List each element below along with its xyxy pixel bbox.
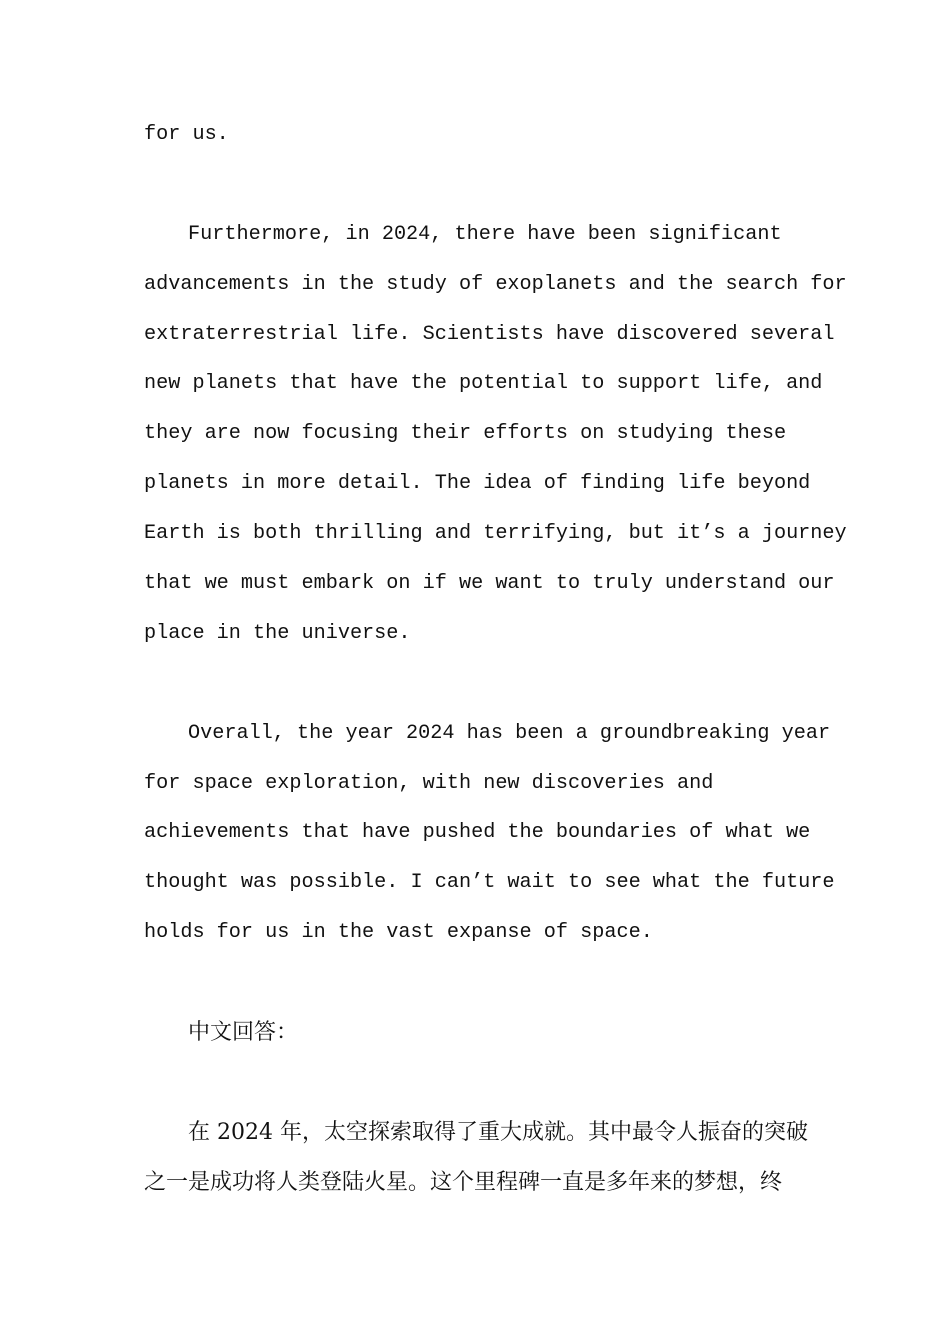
paragraph-line: that we must embark on if we want to truly understand our: [144, 572, 835, 596]
paragraph-line: thought was possible. I can’t wait to see what the future: [144, 871, 835, 895]
paragraph-line: for us.: [144, 123, 229, 146]
paragraph-overall: [144, 709, 835, 958]
paragraph-exoplanets: [144, 210, 847, 659]
paragraph-line: 之一是成功将人类登陆火星。这个里程碑一直是多年来的梦想，终: [144, 1169, 783, 1195]
paragraph-line: Furthermore, in 2024, there have been significant: [188, 222, 782, 246]
paragraph-line: Overall, the year 2024 has been a groundbreaking year: [188, 721, 831, 745]
paragraph-line: they are now focusing their efforts on studying these: [144, 422, 787, 446]
paragraph-line: holds for us in the vast expanse of space.: [144, 921, 653, 945]
paragraph-line: achievements that have pushed the boundaries of what we: [144, 821, 811, 845]
chinese-answer-heading: 中文回答：: [188, 1020, 299, 1046]
paragraph-line: extraterrestrial life. Scientists have discovered several: [144, 322, 835, 346]
paragraph-line: place in the universe.: [144, 621, 411, 645]
paragraph-line: for space exploration, with new discoveries and: [144, 771, 714, 795]
paragraph-line: new planets that have the potential to support life, and: [144, 372, 823, 396]
paragraph-gap: [144, 160, 814, 210]
paragraph-chinese: [144, 1108, 814, 1208]
document-page: [144, 110, 847, 1208]
paragraph-gap: [144, 1058, 814, 1108]
paragraph-line: planets in more detail. The idea of finding life beyond: [144, 472, 811, 496]
paragraph-line: Earth is both thrilling and terrifying, but it’s a journey: [144, 522, 847, 546]
paragraph-line: 在 2024 年，太空探索取得了重大成就。其中最令人振奋的突破: [188, 1119, 808, 1145]
paragraph-gap: [144, 958, 814, 1008]
paragraph-line: advancements in the study of exoplanets and the search for: [144, 272, 847, 296]
paragraph-gap: [144, 659, 814, 709]
